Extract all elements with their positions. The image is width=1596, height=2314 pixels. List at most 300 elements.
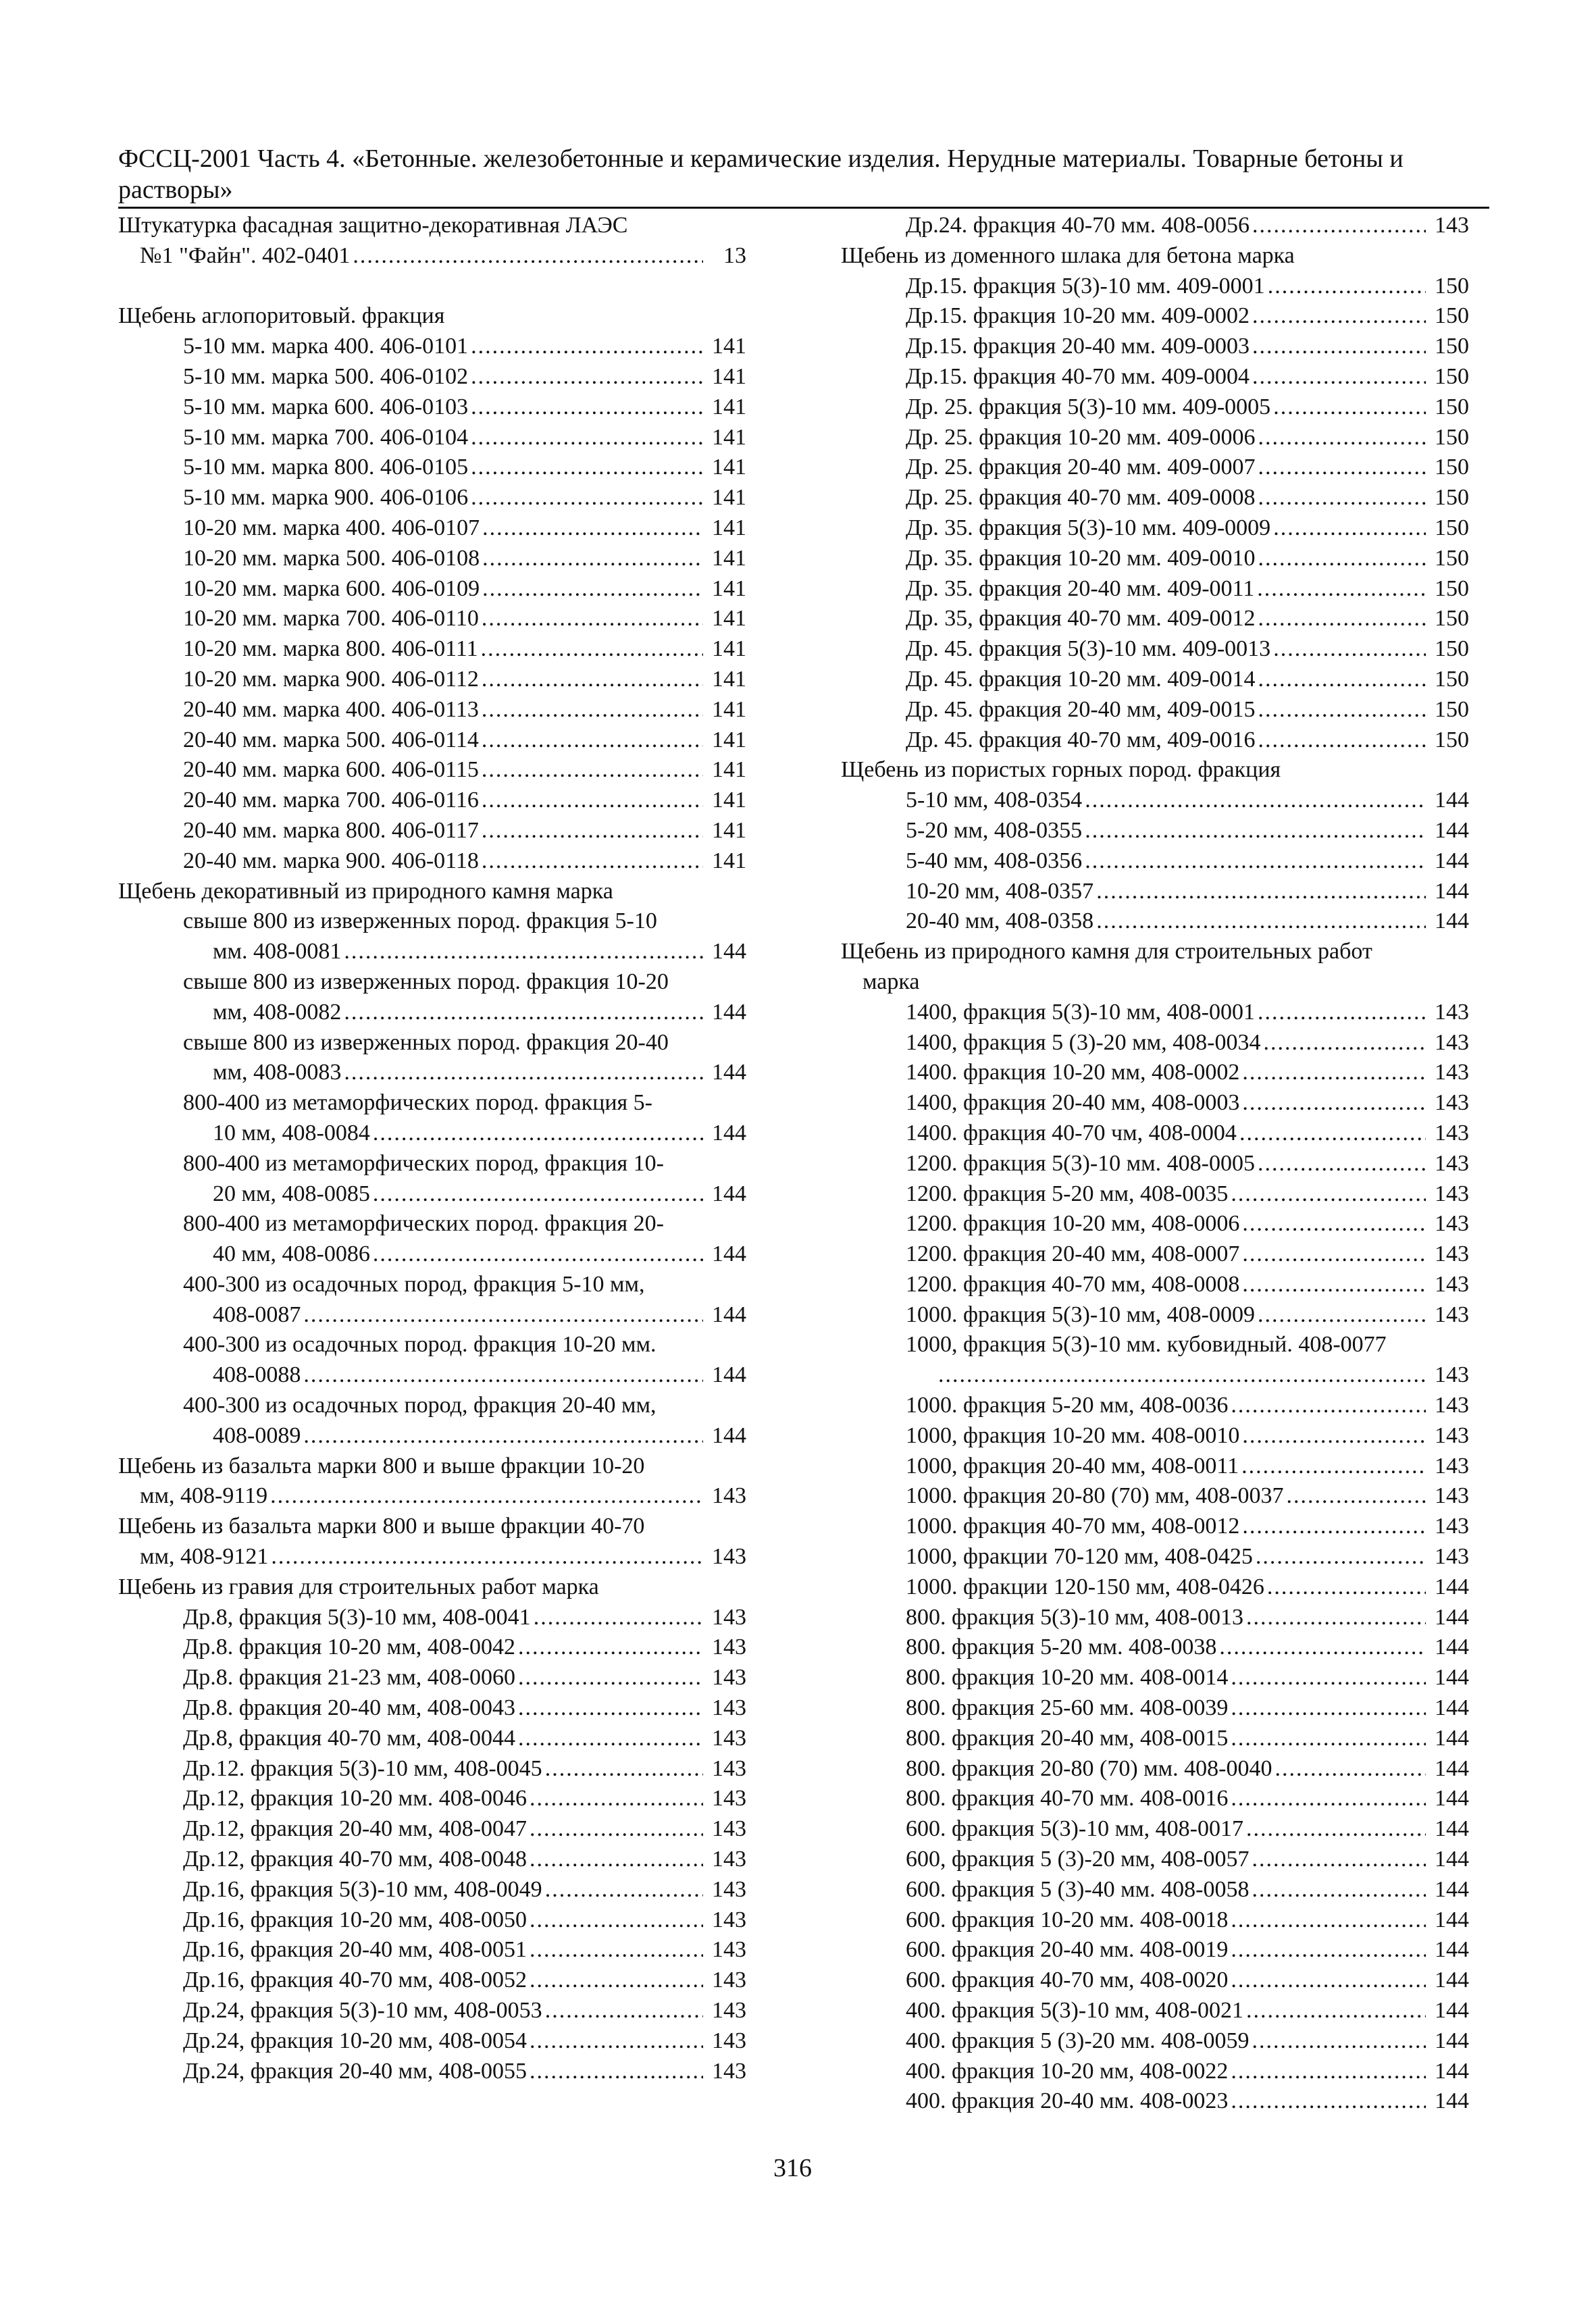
- entry-label: Др.24, фракция 10-20 мм, 408-0054: [183, 2028, 527, 2053]
- dot-leader: [1242, 1421, 1426, 1451]
- entry-page-number: 143: [1435, 1544, 1469, 1570]
- dot-leader: [373, 1239, 703, 1270]
- index-entry: [841, 1391, 1469, 1421]
- dot-leader: [1085, 816, 1426, 846]
- entry-label: Др.16, фракция 5(3)-10 мм, 408-0049: [183, 1876, 542, 1902]
- entry-page-number: 144: [1435, 1998, 1469, 2024]
- index-heading: Щебень аглопоритовый. фракция: [118, 303, 445, 329]
- entry-page-number: 143: [712, 1876, 746, 1902]
- entry-page-number: 143: [1435, 1090, 1469, 1116]
- entry-label: 20-40 мм. марка 700. 406-0116: [183, 788, 479, 813]
- index-entry: [118, 816, 746, 846]
- index-entry: [841, 1270, 1469, 1300]
- entry-page-number: 144: [712, 1181, 746, 1206]
- dot-leader: [1096, 877, 1426, 907]
- dot-leader: [518, 1632, 703, 1663]
- entry-page-number: 144: [1435, 1725, 1469, 1751]
- index-entry: [118, 1300, 746, 1331]
- entry-page-number: 144: [1435, 2028, 1469, 2053]
- index-entry: [118, 1905, 746, 1936]
- entry-label: 1000. фракции 120-150 мм, 408-0426: [906, 1574, 1264, 1599]
- entry-page-number: 141: [712, 696, 746, 722]
- entry-label: 1000, фракция 20-40 мм, 408-0011: [906, 1453, 1239, 1479]
- index-entry: [118, 574, 746, 605]
- dot-leader: [1246, 1996, 1426, 2026]
- dot-leader: [1246, 1814, 1426, 1845]
- entry-label: 600. фракция 20-40 мм. 408-0019: [906, 1937, 1229, 1963]
- entry-label: 20 мм, 408-0085: [213, 1181, 370, 1206]
- index-entry: [841, 1875, 1469, 1905]
- entry-label: 5-20 мм, 408-0355: [906, 817, 1083, 843]
- entry-page-number: 143: [1435, 1060, 1469, 1085]
- index-column-left: [118, 211, 746, 2086]
- dot-leader: [373, 1179, 703, 1210]
- dot-leader: [1231, 1724, 1426, 1754]
- entry-label: 10 мм, 408-0084: [213, 1120, 370, 1146]
- index-heading: Щебень из гравия для строительных работ марка: [118, 1574, 599, 1599]
- index-entry: [118, 1603, 746, 1633]
- entry-page-number: 141: [712, 848, 746, 873]
- entry-label: Др.8. фракция 21-23 мм, 408-0060: [183, 1665, 516, 1691]
- index-entry: [841, 1935, 1469, 1965]
- dot-leader: [471, 483, 703, 513]
- index-entry: [841, 1088, 1469, 1119]
- entry-label: Др.8, фракция 5(3)-10 мм, 408-0041: [183, 1604, 531, 1630]
- index-entry: [118, 1119, 746, 1149]
- entry-page-number: 141: [712, 424, 746, 450]
- dot-leader: [1252, 332, 1426, 362]
- index-entry: [118, 2026, 746, 2057]
- entry-page-number: 144: [1435, 1695, 1469, 1721]
- dot-leader: [1273, 513, 1426, 544]
- entry-page-number: 144: [1435, 1876, 1469, 1902]
- entry-page-number: 144: [1435, 1786, 1469, 1811]
- dot-leader: [303, 1360, 703, 1391]
- entry-label: 10-20 мм. марка 500. 406-0108: [183, 545, 480, 571]
- dot-leader: [271, 1542, 703, 1572]
- dot-leader: [1275, 1754, 1426, 1784]
- entry-page-number: 143: [1435, 1181, 1469, 1206]
- dot-leader: [530, 1905, 703, 1936]
- index-entry: [118, 604, 746, 634]
- entry-label: 10-20 мм, 408-0357: [906, 878, 1094, 904]
- entry-page-number: 143: [1435, 213, 1469, 238]
- entry-page-number: 150: [1435, 696, 1469, 722]
- index-entry: [841, 846, 1469, 877]
- dot-leader: [545, 1996, 703, 2026]
- index-entry-text: свыше 800 из изверженных пород. фракция 5-10: [183, 908, 657, 934]
- dot-leader: [530, 2026, 703, 2057]
- entry-page-number: 144: [1435, 1937, 1469, 1963]
- index-entry-text: свыше 800 из изверженных пород. фракция 20-40: [183, 1029, 669, 1055]
- index-entry: [841, 1360, 1469, 1391]
- spacer: [118, 272, 746, 302]
- entry-page-number: 150: [1435, 334, 1469, 359]
- index-entry-text: свыше 800 из изверженных пород. фракция 10-20: [183, 969, 669, 994]
- dot-leader: [1242, 1058, 1426, 1088]
- index-heading: Щебень из базальта марки 800 и выше фракции 10-20: [118, 1453, 645, 1479]
- entry-label: Др. 35. фракция 10-20 мм. 409-0010: [906, 545, 1256, 571]
- entry-label: 408-0088: [213, 1362, 301, 1388]
- page-number: 316: [773, 2154, 812, 2182]
- index-entry: [841, 1693, 1469, 1724]
- entry-page-number: 141: [712, 455, 746, 480]
- dot-leader: [1231, 2057, 1426, 2087]
- entry-label: Др.12, фракция 40-70 мм, 408-0048: [183, 1847, 527, 1872]
- entry-label: 1000. фракция 5(3)-10 мм, 408-0009: [906, 1302, 1255, 1327]
- dot-leader: [1252, 211, 1426, 241]
- dot-leader: [1231, 2086, 1426, 2117]
- entry-label: Др.8. фракция 10-20 мм, 408-0042: [183, 1635, 516, 1660]
- index-entry: [841, 2026, 1469, 2057]
- dot-leader: [545, 1875, 703, 1905]
- dot-leader: [471, 423, 703, 453]
- index-entry: [841, 453, 1469, 483]
- entry-label: Др. 45. фракция 20-40 мм, 409-0015: [906, 696, 1256, 722]
- dot-leader: [1267, 1572, 1426, 1603]
- index-entry: [841, 1603, 1469, 1633]
- index-entry: [841, 301, 1469, 332]
- index-entry: [118, 1754, 746, 1784]
- entry-page-number: 143: [712, 1604, 746, 1630]
- entry-label: 800. фракция 25-60 мм. 408-0039: [906, 1695, 1229, 1721]
- entry-label: 5-10 мм. марка 900. 406-0106: [183, 485, 469, 511]
- index-heading: Щебень из пористых горных пород. фракция: [841, 757, 1281, 783]
- entry-page-number: 150: [1435, 455, 1469, 480]
- index-entry: [841, 695, 1469, 725]
- index-entry: [118, 1814, 746, 1845]
- index-entry: [118, 1784, 746, 1814]
- entry-label: Др. 25. фракция 20-40 мм. 409-0007: [906, 455, 1256, 480]
- entry-page-number: 150: [1435, 575, 1469, 601]
- index-entry-text: 400-300 из осадочных пород, фракция 5-10 мм,: [183, 1271, 645, 1297]
- index-entry: [841, 392, 1469, 423]
- entry-page-number: 141: [712, 334, 746, 359]
- index-entry: [841, 1149, 1469, 1179]
- index-entry: [841, 211, 1469, 241]
- dot-leader: [482, 513, 703, 544]
- index-entry-text: 800-400 из метаморфических пород, фракция 10-: [183, 1150, 665, 1176]
- dot-leader: [482, 604, 703, 634]
- dot-leader: [303, 1421, 703, 1451]
- index-heading: Щебень из природного камня для строительных работ: [841, 939, 1372, 965]
- dot-leader: [534, 1603, 703, 1633]
- entry-label: Др.8. фракция 20-40 мм, 408-0043: [183, 1695, 516, 1721]
- entry-label: Др. 35, фракция 40-70 мм. 409-0012: [906, 606, 1256, 632]
- entry-label: 400. фракция 10-20 мм, 408-0022: [906, 2058, 1229, 2084]
- entry-page-number: 144: [1435, 817, 1469, 843]
- dot-leader: [481, 634, 703, 665]
- entry-label: 10-20 мм. марка 900. 406-0112: [183, 666, 479, 692]
- entry-page-number: 141: [712, 363, 746, 389]
- entry-page-number: 144: [1435, 1847, 1469, 1872]
- index-entry: [118, 695, 746, 725]
- index-entry: [841, 362, 1469, 392]
- index-entry-text: марка: [863, 969, 920, 994]
- index-entry: [118, 725, 746, 756]
- page-header: ФССЦ-2001 Часть 4. «Бетонные. железобетонные и керамические изделия. Нерудные материалы. Товарные бетоны и растворы»: [118, 145, 1404, 204]
- index-entry-text: 1000, фракция 5(3)-10 мм. кубовидный. 408-0077: [906, 1332, 1387, 1358]
- dot-leader: [1252, 2026, 1426, 2057]
- index-entry: [841, 1209, 1469, 1239]
- entry-page-number: 143: [712, 1755, 746, 1781]
- dot-leader: [1273, 392, 1426, 423]
- entry-page-number: 141: [712, 485, 746, 511]
- entry-page-number: 144: [1435, 908, 1469, 934]
- dot-leader: [530, 1784, 703, 1814]
- entry-label: Др. 25. фракция 10-20 мм. 409-0006: [906, 424, 1256, 450]
- entry-page-number: 144: [1435, 1665, 1469, 1691]
- index-heading: Щебень из доменного шлака для бетона марка: [841, 242, 1295, 268]
- index-entry: [841, 998, 1469, 1028]
- dot-leader: [482, 665, 703, 695]
- index-entry: [841, 1239, 1469, 1270]
- dot-leader: [482, 574, 703, 605]
- dot-leader: [1242, 1239, 1426, 1270]
- entry-page-number: 144: [712, 939, 746, 965]
- index-entry: [118, 544, 746, 574]
- index-entry: [841, 1754, 1469, 1784]
- entry-page-number: 144: [1435, 1755, 1469, 1781]
- entry-label: 20-40 мм, 408-0358: [906, 908, 1094, 934]
- entry-page-number: 143: [1435, 1029, 1469, 1055]
- entry-page-number: 150: [1435, 394, 1469, 419]
- entry-label: 1000. фракция 20-80 (70) мм, 408-0037: [906, 1483, 1284, 1509]
- entry-page-number: 144: [1435, 878, 1469, 904]
- index-entry: [841, 1119, 1469, 1149]
- index-entry: [841, 513, 1469, 544]
- entry-page-number: 143: [712, 1695, 746, 1721]
- entry-label: 5-10 мм. марка 700. 406-0104: [183, 424, 469, 450]
- entry-page-number: 13: [723, 242, 746, 268]
- entry-page-number: 143: [712, 2028, 746, 2053]
- index-entry: [118, 998, 746, 1028]
- dot-leader: [1268, 272, 1426, 302]
- dot-leader: [482, 544, 703, 574]
- entry-label: Др. 45. фракция 10-20 мм. 409-0014: [906, 666, 1256, 692]
- entry-label: 408-0087: [213, 1302, 301, 1327]
- dot-leader: [1256, 1542, 1426, 1572]
- dot-leader: [303, 1300, 703, 1331]
- index-entry: [118, 1724, 746, 1754]
- entry-label: Др. 25. фракция 40-70 мм. 409-0008: [906, 485, 1256, 511]
- entry-label: 800. фракция 5-20 мм. 408-0038: [906, 1635, 1217, 1660]
- entry-page-number: 150: [1435, 545, 1469, 571]
- dot-leader: [1258, 665, 1426, 695]
- dot-leader: [471, 332, 703, 362]
- entry-label: мм. 408-0081: [213, 939, 342, 965]
- index-entry: [118, 1845, 746, 1875]
- index-entry: [118, 1996, 746, 2026]
- entry-page-number: 141: [712, 636, 746, 662]
- index-entry: [118, 1542, 746, 1572]
- entry-label: 1000, фракция 10-20 мм. 408-0010: [906, 1422, 1240, 1448]
- entry-label: 1200. фракция 5-20 мм, 408-0035: [906, 1181, 1229, 1206]
- entry-label: 1400, фракция 20-40 мм, 408-0003: [906, 1090, 1240, 1116]
- index-entry: [841, 634, 1469, 665]
- entry-label: 20-40 мм. марка 800. 406-0117: [183, 817, 479, 843]
- dot-leader: [1273, 634, 1426, 665]
- index-entry: [841, 604, 1469, 634]
- index-entry: [118, 1632, 746, 1663]
- dot-leader: [1231, 1784, 1426, 1814]
- index-entry: [841, 1845, 1469, 1875]
- entry-label: Др.16, фракция 10-20 мм, 408-0050: [183, 1907, 527, 1932]
- entry-label: 800. фракция 20-80 (70) мм. 408-0040: [906, 1755, 1272, 1781]
- entry-label: 800. фракция 40-70 мм. 408-0016: [906, 1786, 1229, 1811]
- index-entry: [841, 816, 1469, 846]
- index-entry: [841, 544, 1469, 574]
- index-entry: [841, 1784, 1469, 1814]
- index-entry: [118, 1935, 746, 1965]
- entry-label: №1 "Файн". 402-0401: [140, 242, 351, 268]
- entry-label: Др.16, фракция 20-40 мм, 408-0051: [183, 1937, 527, 1963]
- dot-leader: [545, 1754, 703, 1784]
- entry-page-number: 143: [1435, 1393, 1469, 1418]
- entry-page-number: 150: [1435, 424, 1469, 450]
- entry-page-number: 141: [712, 606, 746, 632]
- dot-leader: [344, 1058, 703, 1088]
- entry-page-number: 143: [712, 1816, 746, 1842]
- entry-label: 1200. фракция 20-40 мм, 408-0007: [906, 1241, 1240, 1267]
- entry-label: 20-40 мм. марка 900. 406-0118: [183, 848, 479, 873]
- index-entry: [841, 423, 1469, 453]
- dot-leader: [1231, 1905, 1426, 1936]
- dot-leader: [1258, 453, 1426, 483]
- entry-page-number: 144: [1435, 1968, 1469, 1993]
- entry-label: 5-10 мм, 408-0354: [906, 788, 1083, 813]
- entry-page-number: 144: [1435, 1816, 1469, 1842]
- entry-label: Др.12, фракция 10-20 мм. 408-0046: [183, 1786, 527, 1811]
- entry-label: 1400. фракция 10-20 мм, 408-0002: [906, 1060, 1240, 1085]
- dot-leader: [270, 1481, 703, 1512]
- index-entry: [118, 1875, 746, 1905]
- index-entry: [118, 392, 746, 423]
- entry-page-number: 141: [712, 727, 746, 752]
- dot-leader: [1242, 1088, 1426, 1119]
- index-heading: Штукатурка фасадная защитно-декоративная ЛАЭС: [118, 213, 628, 238]
- index-entry: [118, 332, 746, 362]
- entry-label: 800. фракция 10-20 мм. 408-0014: [906, 1665, 1229, 1691]
- entry-label: Др. 35. фракция 20-40 мм. 409-0011: [906, 575, 1255, 601]
- index-entry: [118, 2057, 746, 2087]
- index-heading: Щебень декоративный из природного камня марка: [118, 878, 613, 904]
- dot-leader: [1231, 1179, 1426, 1210]
- entry-page-number: 143: [712, 2058, 746, 2084]
- entry-label: Др.8, фракция 40-70 мм, 408-0044: [183, 1725, 516, 1751]
- index-entry: [841, 1179, 1469, 1210]
- dot-leader: [344, 937, 703, 967]
- entry-label: мм, 408-9119: [140, 1483, 268, 1509]
- entry-page-number: 143: [712, 1725, 746, 1751]
- entry-label: Др. 35. фракция 5(3)-10 мм. 409-0009: [906, 515, 1271, 540]
- dot-leader: [1219, 1632, 1426, 1663]
- entry-label: Др.24, фракция 20-40 мм, 408-0055: [183, 2058, 527, 2084]
- entry-label: 400. фракция 20-40 мм. 408-0023: [906, 2088, 1229, 2114]
- entry-page-number: 143: [712, 1847, 746, 1872]
- dot-leader: [482, 725, 703, 756]
- index-entry-text: 400-300 из осадочных пород, фракция 20-40 мм,: [183, 1393, 657, 1418]
- entry-label: 1200. фракция 5(3)-10 мм. 408-0005: [906, 1150, 1255, 1176]
- index-entry: [118, 846, 746, 877]
- entry-label: 5-10 мм. марка 400. 406-0101: [183, 334, 469, 359]
- dot-leader: [1239, 1119, 1426, 1149]
- index-entry: [841, 1028, 1469, 1058]
- dot-leader: [938, 1360, 1426, 1391]
- dot-leader: [373, 1119, 703, 1149]
- dot-leader: [1252, 1845, 1426, 1875]
- dot-leader: [1231, 1965, 1426, 1996]
- dot-leader: [1258, 695, 1426, 725]
- index-entry: [118, 1965, 746, 1996]
- entry-page-number: 150: [1435, 303, 1469, 329]
- index-entry: [118, 937, 746, 967]
- entry-page-number: 144: [712, 1362, 746, 1388]
- entry-page-number: 141: [712, 817, 746, 843]
- index-entry: [841, 877, 1469, 907]
- index-entry: [118, 362, 746, 392]
- dot-leader: [471, 362, 703, 392]
- entry-page-number: 150: [1435, 515, 1469, 540]
- entry-label: 600. фракция 40-70 мм, 408-0020: [906, 1968, 1229, 1993]
- entry-label: 400. фракция 5(3)-10 мм, 408-0021: [906, 1998, 1243, 2024]
- entry-page-number: 141: [712, 757, 746, 783]
- entry-label: 600. фракция 5(3)-10 мм, 408-0017: [906, 1816, 1243, 1842]
- entry-page-number: 150: [1435, 727, 1469, 752]
- dot-leader: [1258, 1149, 1426, 1179]
- entry-page-number: 141: [712, 394, 746, 419]
- entry-label: Др.15. фракция 5(3)-10 мм. 409-0001: [906, 273, 1265, 299]
- dot-leader: [518, 1693, 703, 1724]
- entry-page-number: 150: [1435, 606, 1469, 632]
- entry-page-number: 143: [1435, 999, 1469, 1025]
- entry-label: 800. фракция 5(3)-10 мм, 408-0013: [906, 1604, 1243, 1630]
- entry-label: 5-10 мм. марка 500. 406-0102: [183, 363, 469, 389]
- index-entry: [118, 1360, 746, 1391]
- entry-label: 1000. фракция 5-20 мм, 408-0036: [906, 1393, 1229, 1418]
- dot-leader: [344, 998, 703, 1028]
- index-entry: [118, 1693, 746, 1724]
- entry-label: Др. 25. фракция 5(3)-10 мм. 409-0005: [906, 394, 1271, 419]
- dot-leader: [1085, 786, 1426, 816]
- index-entry: [118, 1058, 746, 1088]
- entry-page-number: 143: [712, 1544, 746, 1570]
- entry-page-number: 144: [712, 1120, 746, 1146]
- index-entry: [118, 665, 746, 695]
- entry-page-number: 143: [712, 1483, 746, 1509]
- dot-leader: [471, 392, 703, 423]
- index-heading: Щебень из базальта марки 800 и выше фракции 40-70: [118, 1514, 645, 1539]
- dot-leader: [1085, 846, 1426, 877]
- index-entry: [841, 1058, 1469, 1088]
- entry-label: 10-20 мм. марка 700. 406-0110: [183, 606, 479, 632]
- dot-leader: [530, 1965, 703, 1996]
- dot-leader: [518, 1724, 703, 1754]
- entry-page-number: 143: [1435, 1362, 1469, 1388]
- index-entry-text: 800-400 из метаморфических пород. фракция 20-: [183, 1211, 665, 1237]
- index-entry: [841, 1663, 1469, 1693]
- index-entry: [841, 906, 1469, 937]
- index-entry: [841, 1905, 1469, 1936]
- dot-leader: [482, 755, 703, 786]
- dot-leader: [1231, 1693, 1426, 1724]
- index-entry: [841, 725, 1469, 756]
- entry-page-number: 150: [1435, 363, 1469, 389]
- entry-label: Др.12, фракция 20-40 мм, 408-0047: [183, 1816, 527, 1842]
- dot-leader: [1242, 1512, 1426, 1542]
- index-entry: [841, 1451, 1469, 1482]
- index-entry: [118, 1179, 746, 1210]
